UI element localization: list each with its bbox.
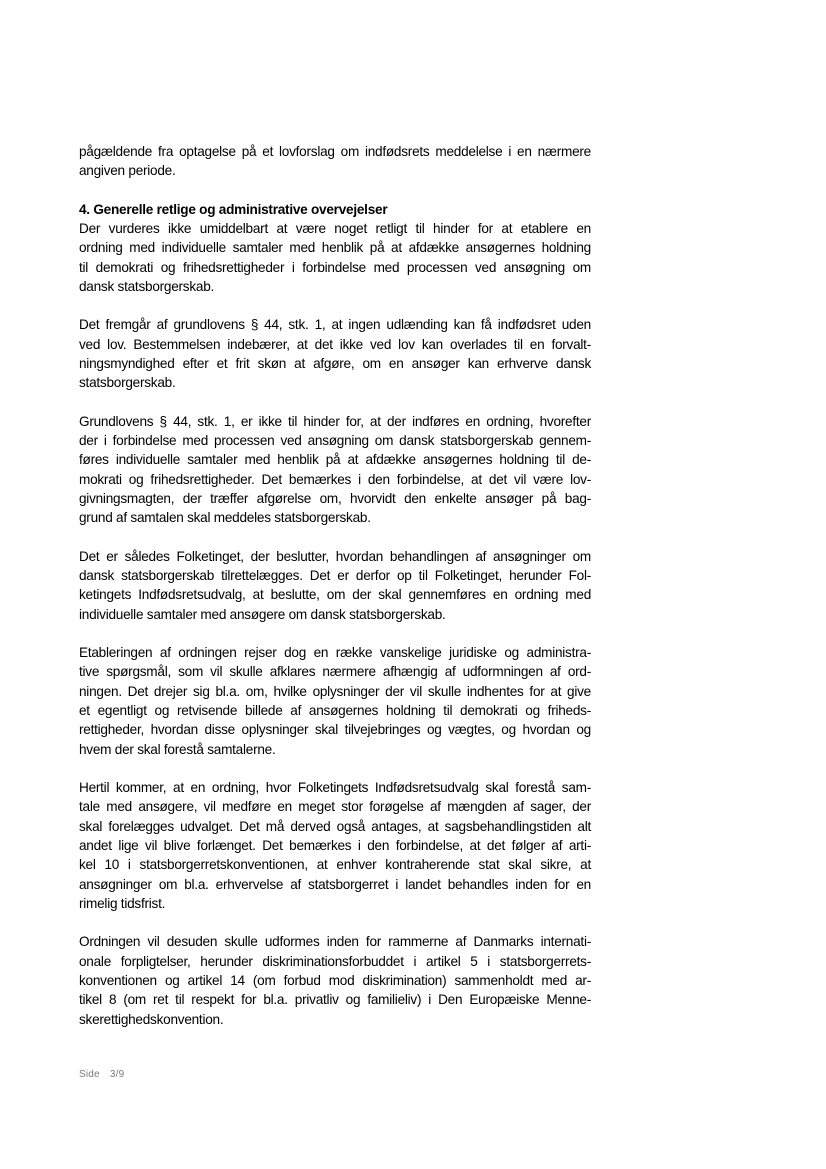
text-line: individuelle samtaler med ansøgere om dansk statsborgerskab.	[79, 606, 446, 622]
text-line: andet lige vil blive forlænget. Det bemærkes i den forbindelse, at det følger af arti-	[79, 838, 591, 854]
text-line: ordning med individuelle samtaler med henblik på at afdække ansøgernes holdning	[79, 240, 591, 256]
text-line: statsborgerskab.	[79, 375, 176, 391]
page-footer	[79, 1069, 134, 1080]
text-line: Etableringen af ordningen rejser dog en række vanskelige juridiske og administra-	[79, 645, 591, 661]
text-line: konventionen og artikel 14 (om forbud mod diskrimination) sammenholdt med ar-	[79, 973, 591, 988]
document-body	[79, 142, 591, 1048]
page-number: 3/9	[109, 1069, 125, 1080]
text-line: ansøgninger om bl.a. erhvervelse af statsborgerret i landet behandles inden for en	[79, 876, 591, 892]
text-line: tive spørgsmål, som vil skulle afklares nærmere afhængig af udformningen af ord-	[79, 664, 591, 680]
paragraph-2	[79, 315, 591, 392]
text-line: der i forbindelse med processen ved ansøgning om dansk statsborgerskab gennem-	[79, 433, 591, 449]
paragraph-3	[79, 412, 591, 528]
text-line: tale med ansøgere, vil medføre en meget stor forøgelse af mængden af sager, der	[79, 799, 591, 815]
text-line: Ordningen vil desuden skulle udformes inden for rammerne af Danmarks internati-	[79, 934, 591, 950]
paragraph-7	[79, 932, 591, 1028]
text-line: pågældende fra optagelse på et lovforslag om indfødsrets meddelelse i en nærmere	[79, 144, 591, 159]
text-line: kel 10 i statsborgerretskonventionen, at enhver kontraherende stat skal sikre, at	[79, 857, 591, 873]
text-line: føres individuelle samtaler med henblik på at afdække ansøgernes holdning til de-	[79, 452, 591, 468]
text-line: ningen. Det drejer sig bl.a. om, hvilke oplysninger der vil skulle indhentes for at give	[79, 683, 591, 699]
text-line: et egentligt og retvisende billede af ansøgernes holdning til demokrati og friheds-	[79, 703, 591, 719]
text-line: onale forpligtelser, herunder diskriminationsforbuddet i artikel 5 i statsborgerrets-	[79, 953, 591, 969]
text-line: Det fremgår af grundlovens § 44, stk. 1, at ingen udlænding kan få indfødsret uden	[79, 317, 591, 333]
text-line: angiven periode.	[79, 163, 176, 179]
paragraph-6	[79, 778, 591, 913]
text-line: Hertil kommer, at en ordning, hvor Folketingets Indfødsretsudvalg skal forestå sam-	[79, 780, 591, 796]
text-line: rimelig tidsfrist.	[79, 895, 166, 911]
text-line: ketingets Indfødsretsudvalg, at beslutte, om der skal gennemføres en ordning med	[79, 587, 591, 603]
text-line: dansk statsborgerskab tilrettelægges. Det er derfor op til Folketinget, herunder Fol-	[79, 568, 591, 584]
text-line: tikel 8 (om ret til respekt for bl.a. privatliv og familieliv) i Den Europæiske Menne-	[79, 992, 591, 1008]
text-line: Det er således Folketinget, der beslutter, hvordan behandlingen af ansøgninger om	[79, 548, 591, 564]
text-line: grund af samtalen skal meddeles statsborgerskab.	[79, 510, 371, 526]
text-line: rettigheder, hvordan disse oplysninger skal tilvejebringes og vægtes, og hvordan og	[79, 722, 591, 738]
paragraph-5	[79, 643, 591, 759]
intro-paragraph	[79, 142, 591, 181]
section-heading: 4. Generelle retlige og administrative overvejelser	[79, 201, 388, 217]
text-line: ved lov. Bestemmelsen indebærer, at det ikke ved lov kan overlades til en forvalt-	[79, 336, 591, 352]
footer-label: Side	[79, 1069, 100, 1080]
text-line: mokrati og frihedsrettigheder. Det bemærkes i den forbindelse, at det vil være lov-	[79, 471, 591, 487]
text-line: ningsmyndighed efter et frit skøn at afgøre, om en ansøger kan erhverve dansk	[79, 356, 591, 372]
paragraph-1	[79, 219, 591, 296]
paragraph-4	[79, 547, 591, 624]
text-line: givningsmagten, der træffer afgørelse om, hvorvidt den enkelte ansøger på bag-	[79, 491, 591, 507]
text-line: Der vurderes ikke umiddelbart at være noget retligt til hinder for at etablere en	[79, 221, 591, 237]
text-line: til demokrati og frihedsrettigheder i forbindelse med processen ved ansøgning om	[79, 259, 591, 275]
text-line: skal forelægges udvalget. Det må derved også antages, at sagsbehandlingstiden alt	[79, 818, 591, 834]
text-line: dansk statsborgerskab.	[79, 278, 215, 294]
text-line: skerettighedskonvention.	[79, 1011, 224, 1027]
text-line: hvem der skal forestå samtalerne.	[79, 741, 276, 757]
text-line: Grundlovens § 44, stk. 1, er ikke til hinder for, at der indføres en ordning, hvorefter	[79, 413, 591, 429]
